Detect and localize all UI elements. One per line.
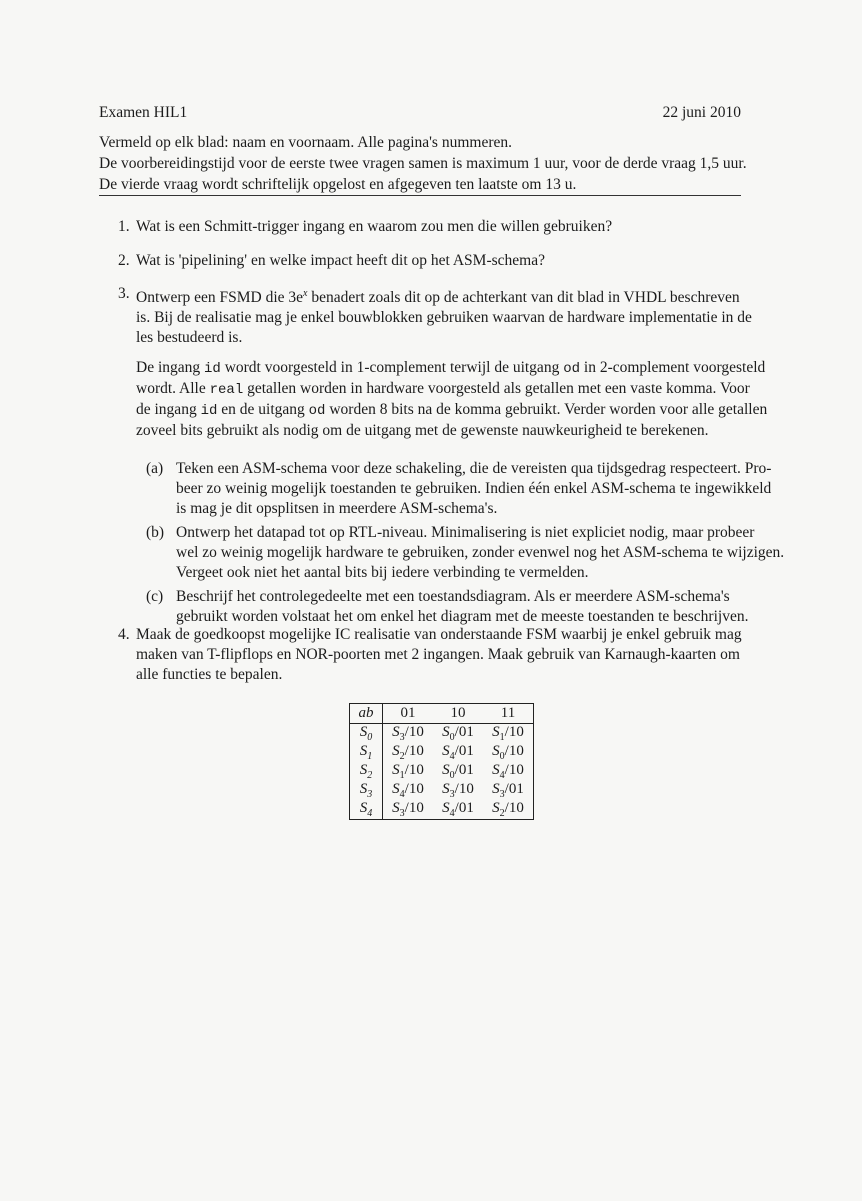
question-text: maken van T-flipflops en NOR-poorten met 2 ingangen. Maak gebruik van Karnaugh-kaarten om: [136, 646, 740, 663]
table-cell: $S_4/10$: [492, 762, 524, 781]
state-label: $S_1$: [350, 743, 383, 762]
exam-title: Examen HIL1: [99, 104, 188, 121]
question-number: 3.: [118, 285, 130, 302]
question-number: 2.: [118, 252, 130, 269]
table-cell: $S_2/10$: [392, 743, 424, 762]
table-cell: $S_0/01$: [442, 762, 474, 781]
column-header: 01: [383, 704, 434, 724]
question-number: 1.: [118, 218, 130, 235]
question-text: Wat is 'pipelining' en welke impact heeft dit op het ASM-schema?: [136, 252, 545, 269]
column-header: 10: [433, 704, 483, 724]
table-cell: $S_3/10$: [392, 800, 424, 819]
table-cell: $S_4/01$: [442, 800, 474, 819]
code-real: real: [209, 382, 244, 399]
state-label: $S_4$: [350, 800, 383, 820]
subquestion-b: (b) Ontwerp het datapad tot op RTL-niveau. Minimalisering is niet expliciet nodig, maar probeer wel zo weinig mogelijk hardware te gebruiken, zonder evenwel nog het ASM-schema te wijzigen. Vergeet ook niet het aantal bits bij iedere verbinding te vermelden.: [146, 524, 785, 582]
table-cell: $S_2/10$: [492, 800, 524, 819]
table-row: [350, 724, 534, 744]
fsm-state-table: [349, 703, 534, 820]
question-text: is. Bij de realisatie mag je enkel bouwblokken gebruiken waarvan de hardware implementatie in de: [136, 309, 752, 327]
question-text: Maak de goedkoopst mogelijke IC realisatie van onderstaande FSM waarbij je enkel gebruik mag: [136, 626, 742, 643]
exam-instructions: [99, 132, 749, 195]
question-number: 4.: [118, 626, 130, 643]
subquestion-label: (c): [146, 588, 164, 606]
question-text: Ontwerp een FSMD die $3e^x$ benadert zoals dit op de achterkant van dit blad in VHDL beschreven: [136, 288, 740, 307]
table-header-row: [350, 704, 534, 724]
state-label: $S_2$: [350, 762, 383, 781]
table-cell: $S_1/10$: [492, 724, 524, 743]
table-cell: $S_3/10$: [442, 781, 474, 800]
instruction-line: De voorbereidingstijd voor de eerste twee vragen samen is maximum 1 uur, voor de derde vraag 1,5 uur.: [99, 155, 747, 172]
table-cell: $S_3/10$: [392, 724, 424, 743]
table-cell: $S_4/10$: [392, 781, 424, 800]
question-text: Wat is een Schmitt-trigger ingang en waarom zou men die willen gebruiken?: [136, 218, 613, 235]
column-header: 11: [483, 704, 534, 724]
subquestion-a: (a) Teken een ASM-schema voor deze schakeling, die de vereisten qua tijdsgedrag respecteert. Pro- beer zo weinig mogelijk toestanden te gebruiken. Indien één enkel ASM-schema te ingewikkeld is mag je dit opsplitsen in meerdere ASM-schema's.: [146, 460, 772, 518]
state-label: $S_0$: [350, 724, 383, 744]
instruction-line: De vierde vraag wordt schriftelijk opgelost en afgegeven ten laatste om 13 u.: [99, 176, 577, 193]
subquestion-label: (a): [146, 460, 164, 478]
subquestion-c: (c) Beschrijf het controlegedeelte met een toestandsdiagram. Als er meerdere ASM-schema's gebruikt worden volstaat het om enkel het diagram met de meeste toestanden te beschrijven.: [146, 588, 749, 626]
table-cell: $S_3/01$: [492, 781, 524, 800]
state-label: $S_3$: [350, 781, 383, 800]
code-od: od: [308, 403, 326, 420]
table-corner-label: ab: [350, 704, 383, 724]
table-row: [350, 800, 534, 820]
code-od: od: [563, 361, 581, 378]
exam-date: 22 juni 2010: [662, 104, 741, 121]
table-row: [350, 743, 534, 762]
table-cell: $S_0/10$: [492, 743, 524, 762]
instruction-line: Vermeld op elk blad: naam en voornaam. Alle pagina's nummeren.: [99, 134, 512, 151]
header-divider: [99, 195, 741, 196]
question-text: les bestudeerd is.: [136, 329, 243, 347]
table-cell: $S_1/10$: [392, 762, 424, 781]
code-id: id: [200, 403, 218, 420]
table-row: [350, 762, 534, 781]
table-cell: $S_4/01$: [442, 743, 474, 762]
question-paragraph: De ingang id wordt voorgesteld in 1-complement terwijl de uitgang od in 2-complement voorgesteld wordt. Alle real getallen worden in hardware voorgesteld als getallen met een vaste komma. Voor de ingang id en de uitgang od worden 8 bits na de komma gebruikt. Verder worden voor alle getallen zoveel bits gebruikt als nodig om de uitgang met de gewenste nauwkeurigheid te berekenen.: [136, 359, 768, 440]
question-text: alle functies te bepalen.: [136, 666, 283, 683]
table-cell: $S_0/01$: [442, 724, 474, 743]
subquestion-label: (b): [146, 524, 165, 542]
table-row: [350, 781, 534, 800]
code-id: id: [204, 361, 221, 378]
